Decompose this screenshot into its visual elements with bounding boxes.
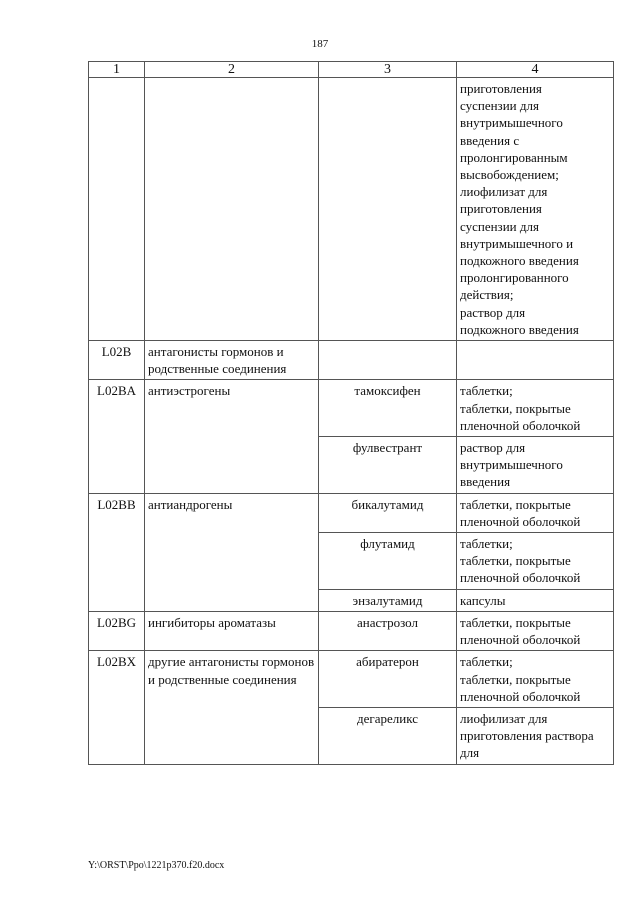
group-cell: ингибиторы ароматазы [145,611,319,650]
form-cell [457,589,614,611]
drug-table [88,61,614,765]
form-line: подкожного введения [460,253,579,269]
form-cell [457,380,614,437]
group-cell: антагонисты гормонов и родственные соединения [145,341,319,380]
form-line: раствор для [460,304,526,320]
code-cell: L02BG [89,611,145,650]
drug-cell: флутамид [319,533,457,590]
drug-cell [319,78,457,341]
table-row [89,493,614,532]
form-line: введения с [460,132,520,148]
form-line: таблетки, покрытые пленочной оболочкой [460,496,581,529]
form-line: лиофилизат для приготовления раствора для [460,710,594,761]
form-line: суспензии для [460,98,539,114]
code-cell: L02B [89,341,145,380]
drug-cell: энзалутамид [319,589,457,611]
table-row [89,651,614,708]
code-cell [89,78,145,341]
form-line: действия; [460,287,514,303]
header-col-3: 3 [319,62,457,78]
form-line: пролонгированного [460,270,569,286]
form-line: таблетки, покрытые пленочной оболочкой [460,671,581,704]
drug-cell: тамоксифен [319,380,457,437]
header-col-4: 4 [457,62,614,78]
group-cell: антиэстрогены [145,380,319,493]
group-cell: антиандрогены [145,493,319,611]
code-cell: L02BX [89,651,145,764]
form-line: капсулы [460,592,506,608]
form-line: пролонгированным [460,149,568,165]
form-cell [457,533,614,590]
drug-cell: абиратерон [319,651,457,708]
form-cell [457,611,614,650]
form-line: внутримышечного и [460,235,574,251]
form-line: таблетки, покрытые пленочной оболочкой [460,400,581,433]
form-cell [457,78,614,341]
form-line: таблетки; [460,536,513,552]
footer-file-path: Y:\ORST\Ppo\1221p370.f20.docx [88,860,225,871]
drug-cell: фулвестрант [319,437,457,494]
drug-cell: бикалутамид [319,493,457,532]
form-line: таблетки; [460,383,513,399]
form-cell [457,493,614,532]
header-col-2: 2 [145,62,319,78]
form-cell [457,707,614,764]
form-line: суспензии для [460,218,539,234]
code-cell: L02BA [89,380,145,493]
code-cell: L02BB [89,493,145,611]
form-cell [457,651,614,708]
form-cell [457,341,614,380]
page-number: 187 [311,38,329,50]
drug-cell [319,341,457,380]
table-row [89,341,614,380]
form-line: таблетки; [460,654,513,670]
header-col-1: 1 [89,62,145,78]
form-line: раствор для внутримышечного введения [460,440,563,490]
form-line: лиофилизат для [460,184,548,200]
form-line: подкожного введения [460,321,579,337]
continuation-row [89,78,614,341]
form-line: таблетки, покрытые пленочной оболочкой [460,553,581,586]
table-row [89,380,614,437]
form-line: таблетки, покрытые пленочной оболочкой [460,614,581,648]
form-line: внутримышечного [460,115,563,131]
header-row [89,62,614,78]
table-row [89,611,614,650]
drug-cell: анастрозол [319,611,457,650]
drug-cell: дегареликс [319,707,457,764]
form-line: приготовления [460,81,542,96]
group-cell: другие антагонисты гормонов и родственные соединения [145,651,319,764]
form-line: приготовления [460,201,542,217]
form-line: высвобождением; [460,167,559,183]
form-cell [457,437,614,494]
group-cell [145,78,319,341]
